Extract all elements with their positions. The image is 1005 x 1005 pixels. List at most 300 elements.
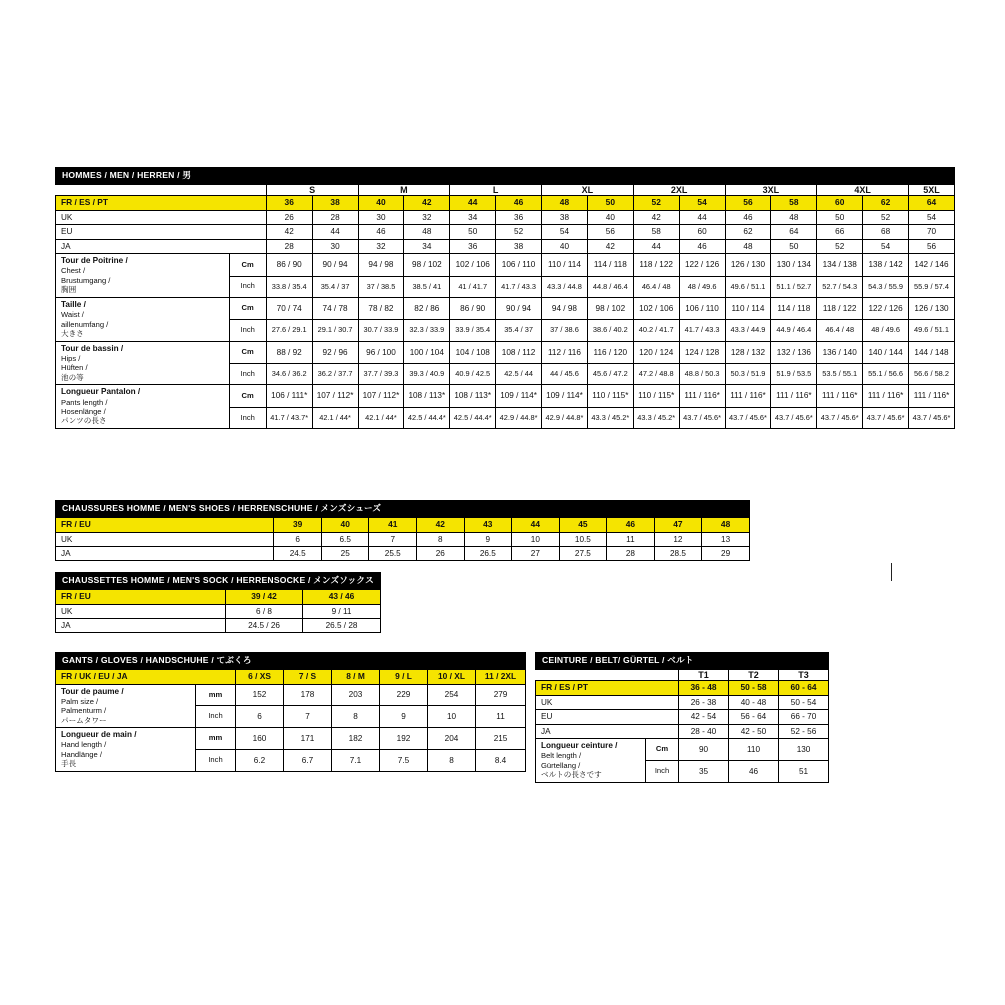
- row-label: FR / EU: [56, 517, 274, 532]
- cell: 104 / 108: [450, 341, 496, 364]
- row-label: EU: [56, 225, 267, 239]
- cell: 47: [654, 517, 702, 532]
- cell: 6: [236, 706, 284, 728]
- cell: 43.7 / 45.6*: [679, 407, 725, 428]
- gloves-title-row: [56, 653, 526, 670]
- cell: 25.5: [369, 546, 417, 560]
- cell: 37.7 / 39.3: [358, 364, 404, 385]
- shoes-title-row: [56, 501, 750, 518]
- cell: 44: [633, 239, 679, 253]
- unit-inch: Inch: [229, 320, 266, 341]
- gloves-hand-mm: [56, 728, 526, 750]
- cell: 182: [332, 728, 380, 750]
- belt-row-ja: [536, 724, 829, 738]
- cell: 48: [542, 196, 588, 211]
- cell: 40.2 / 41.7: [633, 320, 679, 341]
- cell: 55.1 / 56.6: [863, 364, 909, 385]
- cell: 25: [321, 546, 369, 560]
- cell: 204: [428, 728, 476, 750]
- size-group-4xl: 4XL: [817, 184, 909, 195]
- row-label: JA: [56, 239, 267, 253]
- men-table-title-row: [56, 168, 955, 185]
- men-table-title: HOMMES / MEN / HERREN / 男: [56, 168, 955, 185]
- measure-label-line: Tour de Poitrine /: [61, 256, 128, 266]
- men-measure-chest-cm: [56, 254, 955, 277]
- cell: 116 / 120: [587, 341, 633, 364]
- cell: 26 - 38: [679, 695, 729, 709]
- gloves-size-row: [56, 669, 526, 684]
- cell: 54: [542, 225, 588, 239]
- cell: 126 / 130: [725, 254, 771, 277]
- men-measure-pants-cm: [56, 385, 955, 408]
- cell: 34: [404, 239, 450, 253]
- unit-cm: Cm: [229, 341, 266, 364]
- row-label: FR / UK / EU / JA: [56, 669, 236, 684]
- cell: 10.5: [559, 532, 607, 546]
- cell: 52 - 56: [779, 724, 829, 738]
- men-row-ja: [56, 239, 955, 253]
- measure-label-line: Hüften /: [61, 363, 88, 373]
- unit-cm: Cm: [646, 739, 679, 761]
- cell: 74 / 78: [312, 297, 358, 320]
- cell: 54.3 / 55.9: [863, 276, 909, 297]
- cell: 56: [725, 196, 771, 211]
- cell: 30.7 / 33.9: [358, 320, 404, 341]
- size-group-m: M: [358, 184, 450, 195]
- cell: 55.9 / 57.4: [909, 276, 955, 297]
- cell: 110 / 114: [542, 254, 588, 277]
- cell: 42: [266, 225, 312, 239]
- cell: 26.5 / 28: [303, 618, 381, 632]
- measure-label-line: Pants length /: [61, 397, 108, 407]
- cell: 106 / 111*: [266, 385, 312, 408]
- cell: 43.3 / 44.8: [542, 276, 588, 297]
- cell: 29.1 / 30.7: [312, 320, 358, 341]
- cell: 160: [236, 728, 284, 750]
- cell: 78 / 82: [358, 297, 404, 320]
- men-size-table: [55, 167, 955, 429]
- measure-label-line: ベルトの長さです: [541, 770, 602, 780]
- men-row-uk: [56, 210, 955, 224]
- cell: 109 / 114*: [496, 385, 542, 408]
- unit-inch: Inch: [646, 760, 679, 782]
- belt-row-fr-es-pt: [536, 681, 829, 696]
- cell: 118 / 122: [817, 297, 863, 320]
- belt-measure-cm: [536, 739, 829, 761]
- cell: 62: [863, 196, 909, 211]
- cell: 44: [679, 210, 725, 224]
- cell: 68: [863, 225, 909, 239]
- cell: 92 / 96: [312, 341, 358, 364]
- cell: 30: [358, 210, 404, 224]
- cell: 33.8 / 35.4: [266, 276, 312, 297]
- shoes-row-ja: [56, 546, 750, 560]
- cell: 32: [404, 210, 450, 224]
- shoes-row-uk: [56, 532, 750, 546]
- cell: 49.6 / 51.1: [725, 276, 771, 297]
- measure-label-line: Palm size /: [61, 696, 99, 706]
- cell: 192: [380, 728, 428, 750]
- cell: 152: [236, 684, 284, 706]
- cell: 132 / 136: [771, 341, 817, 364]
- cell: 114 / 118: [771, 297, 817, 320]
- cell: 7 / S: [284, 669, 332, 684]
- unit-inch: Inch: [229, 364, 266, 385]
- cell: 51.9 / 53.5: [771, 364, 817, 385]
- cell: 24.5: [274, 546, 322, 560]
- cell: 43.7 / 45.6*: [817, 407, 863, 428]
- measure-label-line: Waist /: [61, 310, 84, 320]
- cell: 36: [450, 239, 496, 253]
- row-label: JA: [536, 724, 679, 738]
- measure-label-line: Taille /: [61, 299, 86, 309]
- cell: 48.8 / 50.3: [679, 364, 725, 385]
- socks-table: [55, 572, 381, 633]
- row-label: UK: [56, 532, 274, 546]
- cell: 124 / 128: [679, 341, 725, 364]
- unit-cm: Cm: [229, 297, 266, 320]
- cell: 10: [512, 532, 560, 546]
- cell: 45: [559, 517, 607, 532]
- unit-mm: mm: [196, 728, 236, 750]
- cell: 24.5 / 26: [226, 618, 303, 632]
- cell: 120 / 124: [633, 341, 679, 364]
- size-group-3xl: 3XL: [725, 184, 817, 195]
- cell: 43.7 / 45.6*: [863, 407, 909, 428]
- cell: 46: [496, 196, 542, 211]
- cell: 40: [587, 210, 633, 224]
- cell: 44: [512, 517, 560, 532]
- cell: 60: [817, 196, 863, 211]
- cell: 37 / 38.6: [542, 320, 588, 341]
- cell: 44: [312, 225, 358, 239]
- cell: 35: [679, 760, 729, 782]
- cell: 128 / 132: [725, 341, 771, 364]
- cell: 12: [654, 532, 702, 546]
- cell: 41.7 / 43.7*: [266, 407, 312, 428]
- measure-label-line: Hand length /: [61, 740, 107, 750]
- cell: 40 - 48: [729, 695, 779, 709]
- row-label: UK: [536, 695, 679, 709]
- cell: 6.5: [321, 532, 369, 546]
- cell: 32.3 / 33.9: [404, 320, 450, 341]
- cell: 279: [476, 684, 526, 706]
- row-label: UK: [56, 604, 226, 618]
- shoes-table: [55, 500, 750, 561]
- measure-label-line: Handlänge /: [61, 749, 102, 759]
- cell: 171: [284, 728, 332, 750]
- cell: 41 / 41.7: [450, 276, 496, 297]
- cell: 7.5: [380, 750, 428, 772]
- cell: 48: [725, 239, 771, 253]
- cell: 34.6 / 36.2: [266, 364, 312, 385]
- cell: 37 / 38.5: [358, 276, 404, 297]
- gloves-table-inner: [55, 652, 526, 772]
- cell: 138 / 142: [863, 254, 909, 277]
- cell: 254: [428, 684, 476, 706]
- cell: 52: [863, 210, 909, 224]
- cell: 27: [512, 546, 560, 560]
- cell: 46: [725, 210, 771, 224]
- measure-label-waist: [56, 297, 230, 341]
- shoes-title: CHAUSSURES HOMME / MEN'S SHOES / HERRENSCHUHE / メンズシューズ: [56, 501, 750, 518]
- measure-label-line: 胸囲: [61, 285, 77, 295]
- cell: 142 / 146: [909, 254, 955, 277]
- cell: 50: [450, 225, 496, 239]
- cell: 6.7: [284, 750, 332, 772]
- belt-tier-t1: T1: [679, 669, 729, 680]
- unit-cm: Cm: [229, 254, 266, 277]
- cell: 40: [358, 196, 404, 211]
- cell: 106 / 110: [496, 254, 542, 277]
- size-group-xl: XL: [542, 184, 634, 195]
- cell: 11 / 2XL: [476, 669, 526, 684]
- cell: 90: [679, 739, 729, 761]
- unit-inch: Inch: [196, 706, 236, 728]
- cell: 46: [729, 760, 779, 782]
- cell: 43.7 / 45.6*: [725, 407, 771, 428]
- cell: 42.1 / 44*: [312, 407, 358, 428]
- cell: 42.1 / 44*: [358, 407, 404, 428]
- cell: 45.6 / 47.2: [587, 364, 633, 385]
- cell: 50.3 / 51.9: [725, 364, 771, 385]
- cell: 9: [464, 532, 512, 546]
- cell: 64: [771, 225, 817, 239]
- cell: 53.5 / 55.1: [817, 364, 863, 385]
- cell: 6: [274, 532, 322, 546]
- measure-label-hand-length: [56, 728, 196, 772]
- cell: 111 / 116*: [909, 385, 955, 408]
- measure-label-line: Tour de paume /: [61, 686, 124, 696]
- cell: 43.7 / 45.6*: [909, 407, 955, 428]
- unit-inch: Inch: [229, 276, 266, 297]
- measure-label-chest: [56, 254, 230, 298]
- cell: 50: [587, 196, 633, 211]
- cell: 46: [358, 225, 404, 239]
- cell: 111 / 116*: [725, 385, 771, 408]
- cell: 43 / 46: [303, 589, 381, 604]
- cell: 7.1: [332, 750, 380, 772]
- cell: 109 / 114*: [542, 385, 588, 408]
- cell: 8.4: [476, 750, 526, 772]
- cell: 48: [702, 517, 750, 532]
- cell: 35.4 / 37: [312, 276, 358, 297]
- cell: 98 / 102: [587, 297, 633, 320]
- cell: 102 / 106: [450, 254, 496, 277]
- cell: 47.2 / 48.8: [633, 364, 679, 385]
- cell: 203: [332, 684, 380, 706]
- cell: 48: [771, 210, 817, 224]
- belt-table-inner: [535, 652, 829, 783]
- gloves-palm-mm: [56, 684, 526, 706]
- cell: 34: [450, 210, 496, 224]
- cell: 108 / 112: [496, 341, 542, 364]
- cell: 42.5 / 44.4*: [450, 407, 496, 428]
- cell: 70: [909, 225, 955, 239]
- measure-label-line: パンツの長さ: [61, 416, 107, 426]
- cell: 40: [321, 517, 369, 532]
- cell: 49.6 / 51.1: [909, 320, 955, 341]
- cell: 56: [587, 225, 633, 239]
- cell: 43.3 / 45.2*: [587, 407, 633, 428]
- belt-tier-t3: T3: [779, 669, 829, 680]
- size-group-5xl: 5XL: [909, 184, 955, 195]
- cell: 86 / 90: [266, 254, 312, 277]
- cell: 50 - 58: [729, 681, 779, 696]
- size-group-l: L: [450, 184, 542, 195]
- cell: 44 / 45.6: [542, 364, 588, 385]
- cell: 48 / 49.6: [863, 320, 909, 341]
- cell: 62: [725, 225, 771, 239]
- cell: 108 / 113*: [404, 385, 450, 408]
- measure-label-pants-length: [56, 385, 230, 429]
- cell: 46.4 / 48: [633, 276, 679, 297]
- cell: 106 / 110: [679, 297, 725, 320]
- mens-socks-table: [55, 572, 381, 633]
- cell: 126 / 130: [909, 297, 955, 320]
- cell: 56: [909, 239, 955, 253]
- cell: 38.5 / 41: [404, 276, 450, 297]
- belt-row-uk: [536, 695, 829, 709]
- cell: 42: [587, 239, 633, 253]
- cell: 114 / 118: [587, 254, 633, 277]
- cell: 43: [464, 517, 512, 532]
- cell: 56.6 / 58.2: [909, 364, 955, 385]
- socks-title-row: [56, 573, 381, 590]
- cell: 27.6 / 29.1: [266, 320, 312, 341]
- row-label: EU: [536, 710, 679, 724]
- cell: 122 / 126: [863, 297, 909, 320]
- cell: 28.5: [654, 546, 702, 560]
- cell: 11: [607, 532, 655, 546]
- cell: 39 / 42: [226, 589, 303, 604]
- belt-row-eu: [536, 710, 829, 724]
- cell: 42.9 / 44.8*: [496, 407, 542, 428]
- size-group-2xl: 2XL: [633, 184, 725, 195]
- cell: 178: [284, 684, 332, 706]
- cell: 66: [817, 225, 863, 239]
- cell: 6.2: [236, 750, 284, 772]
- cell: 140 / 144: [863, 341, 909, 364]
- cell: 43.3 / 44.9: [725, 320, 771, 341]
- cell: 54: [679, 196, 725, 211]
- cell: 13: [702, 532, 750, 546]
- cell: 8: [332, 706, 380, 728]
- cell: 52: [633, 196, 679, 211]
- size-group-s: S: [266, 184, 358, 195]
- cell: 134 / 138: [817, 254, 863, 277]
- cell: 28: [312, 210, 358, 224]
- unit-inch: Inch: [196, 750, 236, 772]
- belt-table: [535, 652, 829, 783]
- cell: 9: [380, 706, 428, 728]
- belt-title: CEINTURE / BELT/ GÜRTEL / ベルト: [536, 653, 829, 670]
- cell: 9 / L: [380, 669, 428, 684]
- men-table: [55, 167, 955, 429]
- cell: 110 / 114: [725, 297, 771, 320]
- cell: 94 / 98: [358, 254, 404, 277]
- belt-tier-row: [536, 669, 829, 680]
- measure-label-hips: [56, 341, 230, 385]
- cell: 51.1 / 52.7: [771, 276, 817, 297]
- measure-label-line: Gürtellang /: [541, 760, 581, 770]
- cell: 36 - 48: [679, 681, 729, 696]
- cell: 7: [284, 706, 332, 728]
- measure-label-palm-size: [56, 684, 196, 728]
- cell: 50 - 54: [779, 695, 829, 709]
- cell: 42: [404, 196, 450, 211]
- cell: 8: [428, 750, 476, 772]
- cell: 38: [312, 196, 358, 211]
- measure-label-line: aillenumfang /: [61, 319, 109, 329]
- cell: 26: [266, 210, 312, 224]
- cell: 130 / 134: [771, 254, 817, 277]
- cell: 52: [817, 239, 863, 253]
- cell: 36: [266, 196, 312, 211]
- cell: 32: [358, 239, 404, 253]
- measure-label-line: Chest /: [61, 266, 86, 276]
- measure-label-line: 池の等: [61, 372, 84, 382]
- cell: 52: [496, 225, 542, 239]
- cell: 110: [729, 739, 779, 761]
- cell: 43.3 / 45.2*: [633, 407, 679, 428]
- cell: 40.9 / 42.5: [450, 364, 496, 385]
- cell: 36.2 / 37.7: [312, 364, 358, 385]
- cell: 108 / 113*: [450, 385, 496, 408]
- unit-inch: Inch: [229, 407, 266, 428]
- shoes-row-fr-eu: [56, 517, 750, 532]
- cell: 44.8 / 46.4: [587, 276, 633, 297]
- unit-mm: mm: [196, 684, 236, 706]
- cell: 136 / 140: [817, 341, 863, 364]
- row-label: UK: [56, 210, 267, 224]
- measure-label-line: Palmenturm /: [61, 706, 107, 716]
- cell: 41.7 / 43.3: [679, 320, 725, 341]
- cell: 9 / 11: [303, 604, 381, 618]
- cell: 8: [417, 532, 465, 546]
- cell: 26.5: [464, 546, 512, 560]
- cell: 144 / 148: [909, 341, 955, 364]
- cell: 229: [380, 684, 428, 706]
- cell: 90 / 94: [496, 297, 542, 320]
- cell: 28: [607, 546, 655, 560]
- cell: 11: [476, 706, 526, 728]
- cell: 46.4 / 48: [817, 320, 863, 341]
- cell: 6 / 8: [226, 604, 303, 618]
- cell: 29: [702, 546, 750, 560]
- cell: 66 - 70: [779, 710, 829, 724]
- cell: 54: [863, 239, 909, 253]
- cell: 51: [779, 760, 829, 782]
- cell: 111 / 116*: [771, 385, 817, 408]
- cell: 10: [428, 706, 476, 728]
- cell: 50: [771, 239, 817, 253]
- cell: 60 - 64: [779, 681, 829, 696]
- cell: 42 - 54: [679, 710, 729, 724]
- spacer-cell: [56, 184, 230, 195]
- measure-label-line: Hips /: [61, 353, 81, 363]
- men-row-eu: [56, 225, 955, 239]
- socks-row-uk: [56, 604, 381, 618]
- cell: 42.9 / 44.8*: [542, 407, 588, 428]
- row-label: JA: [56, 618, 226, 632]
- cell: 42.5 / 44: [496, 364, 542, 385]
- cell: 42: [633, 210, 679, 224]
- cell: 107 / 112*: [312, 385, 358, 408]
- socks-row-fr-eu: [56, 589, 381, 604]
- cell: 111 / 116*: [817, 385, 863, 408]
- cell: 44: [450, 196, 496, 211]
